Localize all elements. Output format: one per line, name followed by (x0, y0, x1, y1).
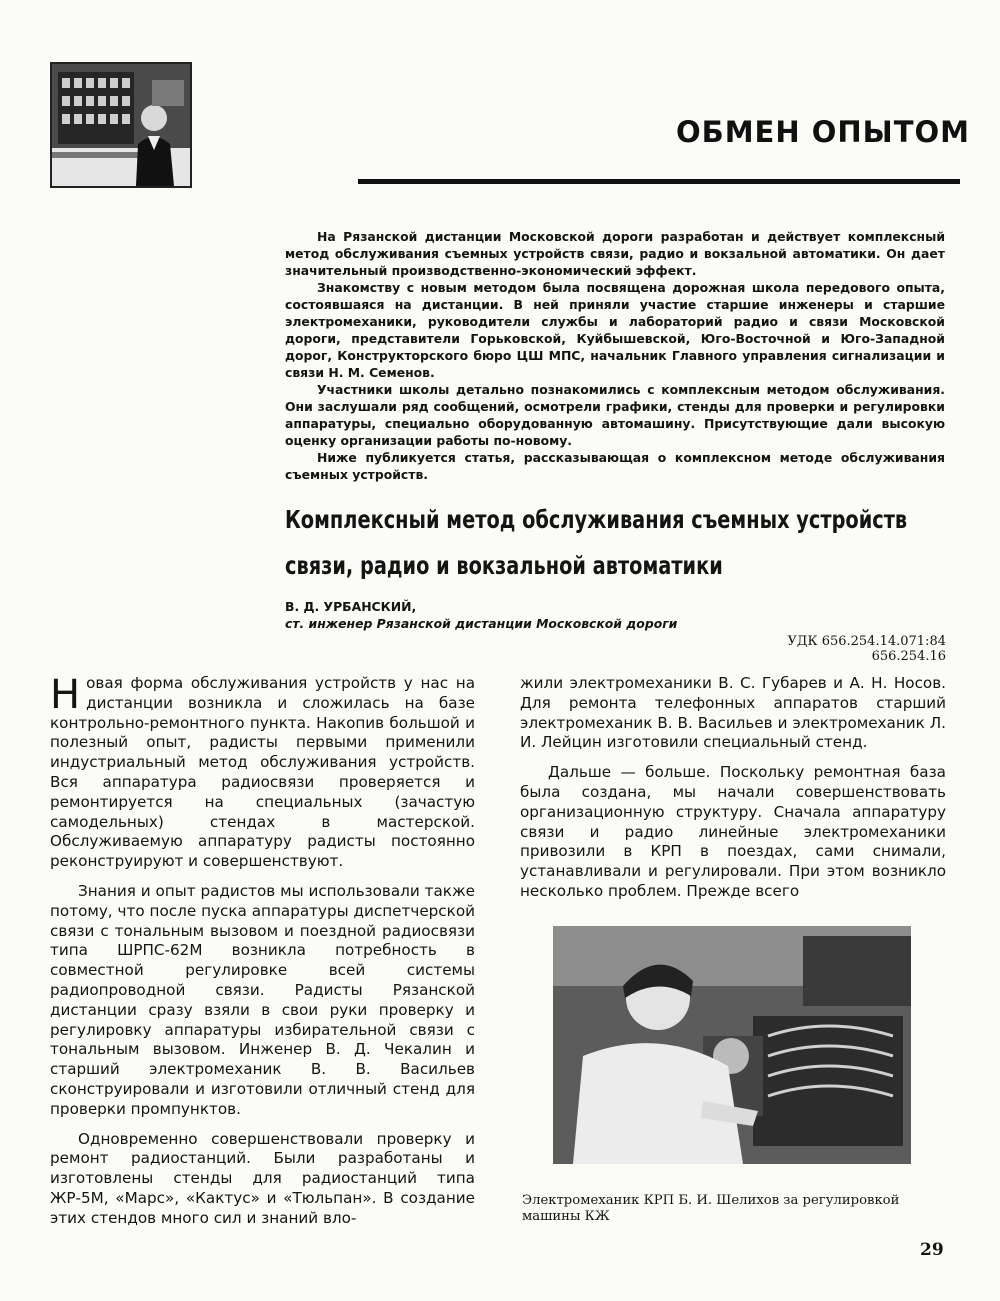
photo-caption: Электромеханик КРП Б. И. Шелихов за регулировкой машины КЖ (522, 1193, 900, 1224)
body-paragraph (50, 674, 475, 872)
author-name: В. Д. УРБАНСКИЙ, (285, 599, 417, 614)
intro-paragraph: На Рязанской дистанции Московской дороги разработан и действует комплексный метод обслуживания съемных устройств связи, радио и вокзальной автоматики. Он дает значительный производственно-экономический эффект. (285, 229, 945, 278)
body-paragraph: жили электромеханики В. С. Губарев и А. Н. Носов. Для ремонта телефонных аппаратов старший электромеханик В. В. Васильев и электромеханик Л. И. Лейцин изготовили специальный стенд. (520, 674, 946, 752)
article-title (285, 497, 908, 589)
article-title-line: Комплексный метод обслуживания съемных устройств (285, 505, 908, 534)
rubric-rule (358, 179, 960, 184)
article-title-line: связи, радио и вокзальной автоматики (285, 551, 723, 580)
page-number: 29 (920, 1240, 944, 1260)
body-paragraph: Дальше — больше. Поскольку ремонтная база была создана, мы начали совершенствовать организационную структуру. Сначала аппаратуру связи и радио линейные электромеханики привозили в КРП в поездах, сами снимали, устанавливали и регулировали. При этом возникло несколько проблем. Прежде всего (520, 763, 946, 900)
header-photo (50, 62, 192, 188)
rubric-title: ОБМЕН ОПЫТОМ (675, 115, 970, 149)
intro-paragraph: Ниже публикуется статья, рассказывающая о комплексном методе обслуживания съемных устройств. (285, 450, 945, 482)
udk-line: 656.254.16 (871, 649, 946, 664)
body-paragraph: Знания и опыт радистов мы использовали также потому, что после пуска аппаратуры диспетчерской связи с тональным вызовом и поездной радиосвязи типа ШРПС-62М возникла потребность в совместной регулировке всей системы радиопроводной связи. Радисты Рязанской дистанции сразу взяли в свои руки проверку и регулировку аппаратуры избирательной связи с тональным вызовом. Инженер В. Д. Чекалин и старший электромеханик В. В. Васильев сконструировали и изготовили отличный стенд для проверки промпунктов. (50, 881, 475, 1118)
author-position: ст. инженер Рязанской дистанции Московской дороги (285, 616, 678, 631)
photo-illustration (553, 926, 911, 1164)
udk-line: УДК 656.254.14.071:84 (787, 634, 946, 649)
body-paragraph: Одновременно совершенствовали проверку и ремонт радиостанций. Были разработаны и изготовлены стенды для радиостанций типа ЖР-5М, «Марс», «Кактус» и «Тюльпан». В создание этих стендов много сил и знаний вло- (50, 1129, 475, 1227)
intro-block (285, 228, 945, 483)
udk-code (760, 634, 946, 664)
drop-cap: Н (50, 672, 81, 718)
intro-paragraph: Участники школы детально познакомились с комплексным методом обслуживания. Они заслушали ряд сообщений, осмотрели графики, стенды для проверки и регулировки аппаратуры, специально оборудованную автомашину. Присутствующие дали высокую оценку организации работы по-новому. (285, 382, 945, 448)
intro-paragraph: Знакомству с новым методом была посвящена дорожная школа передового опыта, состоявшаяся на дистанции. В ней приняли участие старшие инженеры и старшие электромеханики, руководители службы и лабораторий радио и связи Московской дороги, представители Горьковской, Куйбышевской, Юго-Восточной и Юго-Западной дорог, Конструкторского бюро ЦШ МПС, начальник Главного управления сигнализации и связи Н. М. Семенов. (285, 280, 945, 380)
article-photo (553, 926, 911, 1164)
body-paragraph-text: овая форма обслуживания устройств у нас на дистанции возникла и сложилась на базе контрольно-ремонтного пункта. Накопив большой и полезный опыт, радисты первыми применили индустриальный метод обслуживания устройств. Вся аппаратура радиосвязи проверяется и ремонтируется на специальных (зачастую самодельных) стендах в мастерской. Обслуживаемую аппаратуру радисты постоянно реконструируют и совершенствуют. (50, 674, 475, 871)
header-illustration (52, 64, 190, 186)
body-column-left (50, 674, 475, 1239)
body-column-right (520, 674, 946, 912)
